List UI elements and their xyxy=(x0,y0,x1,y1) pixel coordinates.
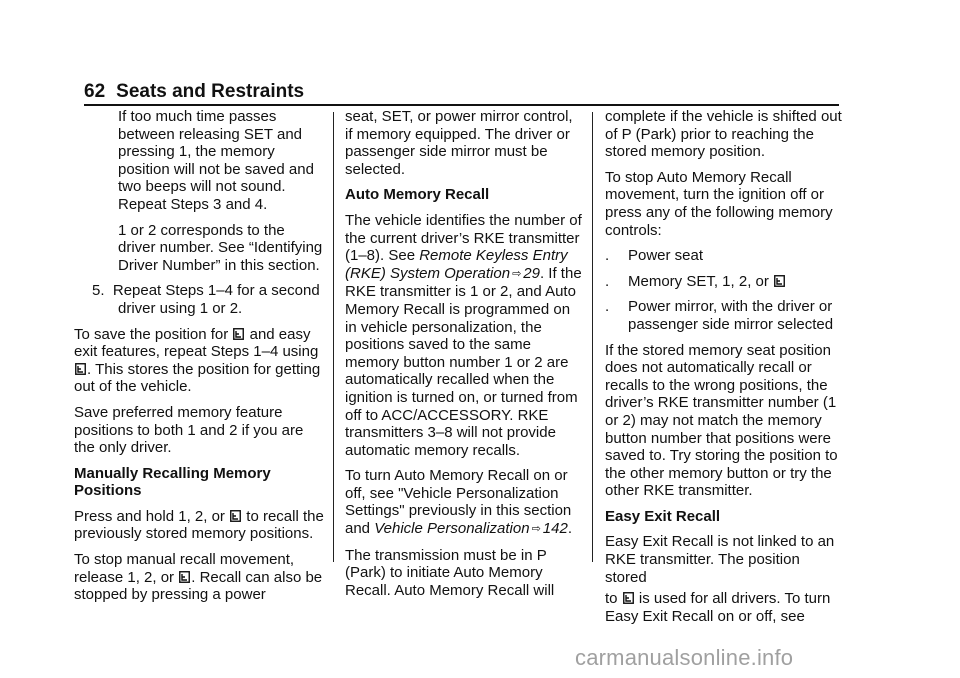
paragraph: seat, SET, or power mirror control, if memory equipped. The driver or passenger side mirror must be selected. xyxy=(345,108,573,178)
list-item xyxy=(605,298,845,333)
list-item xyxy=(605,247,845,265)
page-number: 62 xyxy=(84,81,106,102)
page-reference[interactable]: 142 xyxy=(542,520,568,538)
text: . If the RKE transmitter is 1 or 2, and Auto Memory Recall is programmed on in vehicle personalization, the positions saved to the same memory button number 1 or 2 are automatically recalled when the ignition is turned on, or turned from off to ACC/ACCESSORY. RKE transmitters 3–8 will not provide automatic memory recalls. xyxy=(345,264,582,459)
subheading: Auto Memory Recall xyxy=(345,186,490,204)
column-1 xyxy=(74,108,326,612)
text: Press and hold 1, 2, or xyxy=(74,507,225,525)
paragraph xyxy=(74,551,326,604)
text: . xyxy=(567,520,572,538)
column-divider-right xyxy=(592,112,593,562)
easy-exit-seat-icon xyxy=(623,592,634,604)
easy-exit-seat-icon xyxy=(233,328,244,340)
paragraph: Easy Exit Recall is not linked to an RKE transmitter. The position stored xyxy=(605,533,835,586)
paragraph xyxy=(74,326,326,396)
bullet-marker: . xyxy=(605,247,610,265)
paragraph xyxy=(345,212,583,459)
section-title: Seats and Restraints xyxy=(116,81,305,102)
text: to recall the previously stored memory positions. xyxy=(74,507,324,543)
watermark: carmanualsonline.info xyxy=(575,645,794,670)
text: To save the position for xyxy=(74,325,229,343)
step-number: 5. xyxy=(92,282,105,300)
page-ref-arrow-icon: ⇨ xyxy=(512,267,522,280)
text: Memory SET, 1, 2, or xyxy=(628,272,769,290)
text: to xyxy=(605,590,618,608)
list-item xyxy=(605,273,845,291)
paragraph: Save preferred memory feature positions to both 1 and 2 if you are the only driver. xyxy=(74,403,304,457)
text: To turn Auto Memory Recall on or off, see "Vehicle Personalization Settings" previously in this section and xyxy=(345,467,572,538)
bullet-marker: . xyxy=(605,298,610,316)
text: To stop manual recall movement, release 1, 2, or xyxy=(74,551,295,586)
text: . This stores the position for getting out of the vehicle. xyxy=(74,360,321,396)
text: is used for all drivers. To turn Easy Exit Recall on or off, see xyxy=(605,590,831,625)
subheading: Easy Exit Recall xyxy=(605,507,721,525)
text: and easy exit features, repeat Steps 1–4 using xyxy=(74,325,319,361)
cross-reference-link[interactable]: Vehicle Personalization xyxy=(374,520,530,538)
paragraph: If the stored memory seat position does not automatically recall or recalls to the wrong positions, the driver’s RKE transmitter number (1 or 2) may not match the memory button number that positions were saved to. Try storing the position to the other memory button or try the other RKE transmitter. xyxy=(605,341,838,500)
page-header xyxy=(84,80,304,104)
easy-exit-seat-icon xyxy=(179,571,190,583)
step-5 xyxy=(74,282,326,317)
step-text: Repeat Steps 1–4 for a second driver using 1 or 2. xyxy=(112,282,320,317)
easy-exit-seat-icon xyxy=(774,275,785,287)
column-divider-left xyxy=(333,112,334,562)
paragraph: The transmission must be in P (Park) to initiate Auto Memory Recall. Auto Memory Recall will xyxy=(345,546,555,599)
page-ref-arrow-icon: ⇨ xyxy=(531,523,541,536)
easy-exit-seat-icon xyxy=(75,363,86,375)
text: Power mirror, with the driver or passenger side mirror selected xyxy=(628,298,834,333)
paragraph xyxy=(345,467,583,538)
text: The vehicle identifies the number of the current driver’s RKE transmitter (1–8). See xyxy=(345,211,582,265)
paragraph: 1 or 2 corresponds to the driver number. See “Identifying Driver Number” in this section. xyxy=(118,221,323,274)
text: Power seat xyxy=(628,247,704,265)
header-rule xyxy=(84,104,839,106)
paragraph: To stop Auto Memory Recall movement, turn the ignition off or press any of the following memory controls: xyxy=(605,168,833,239)
bullet-marker: . xyxy=(605,272,610,290)
text: . Recall can also be stopped by pressing a power xyxy=(74,568,323,604)
easy-exit-seat-icon xyxy=(230,510,241,522)
paragraph: If too much time passes between releasing SET and pressing 1, the memory position will not be saved and two beeps will not sound. Repeat Steps 3 and 4. xyxy=(118,108,314,213)
cross-reference-link[interactable]: Remote Keyless Entry (RKE) System Operation xyxy=(345,247,568,282)
paragraph: complete if the vehicle is shifted out of P (Park) prior to reaching the stored memory position. xyxy=(605,108,842,161)
column-3 xyxy=(605,108,845,633)
paragraph xyxy=(605,590,845,625)
paragraph xyxy=(74,508,326,543)
subheading: Manually Recalling Memory Positions xyxy=(74,464,271,500)
column-2 xyxy=(345,108,583,607)
page-reference[interactable]: 29 xyxy=(523,264,540,282)
